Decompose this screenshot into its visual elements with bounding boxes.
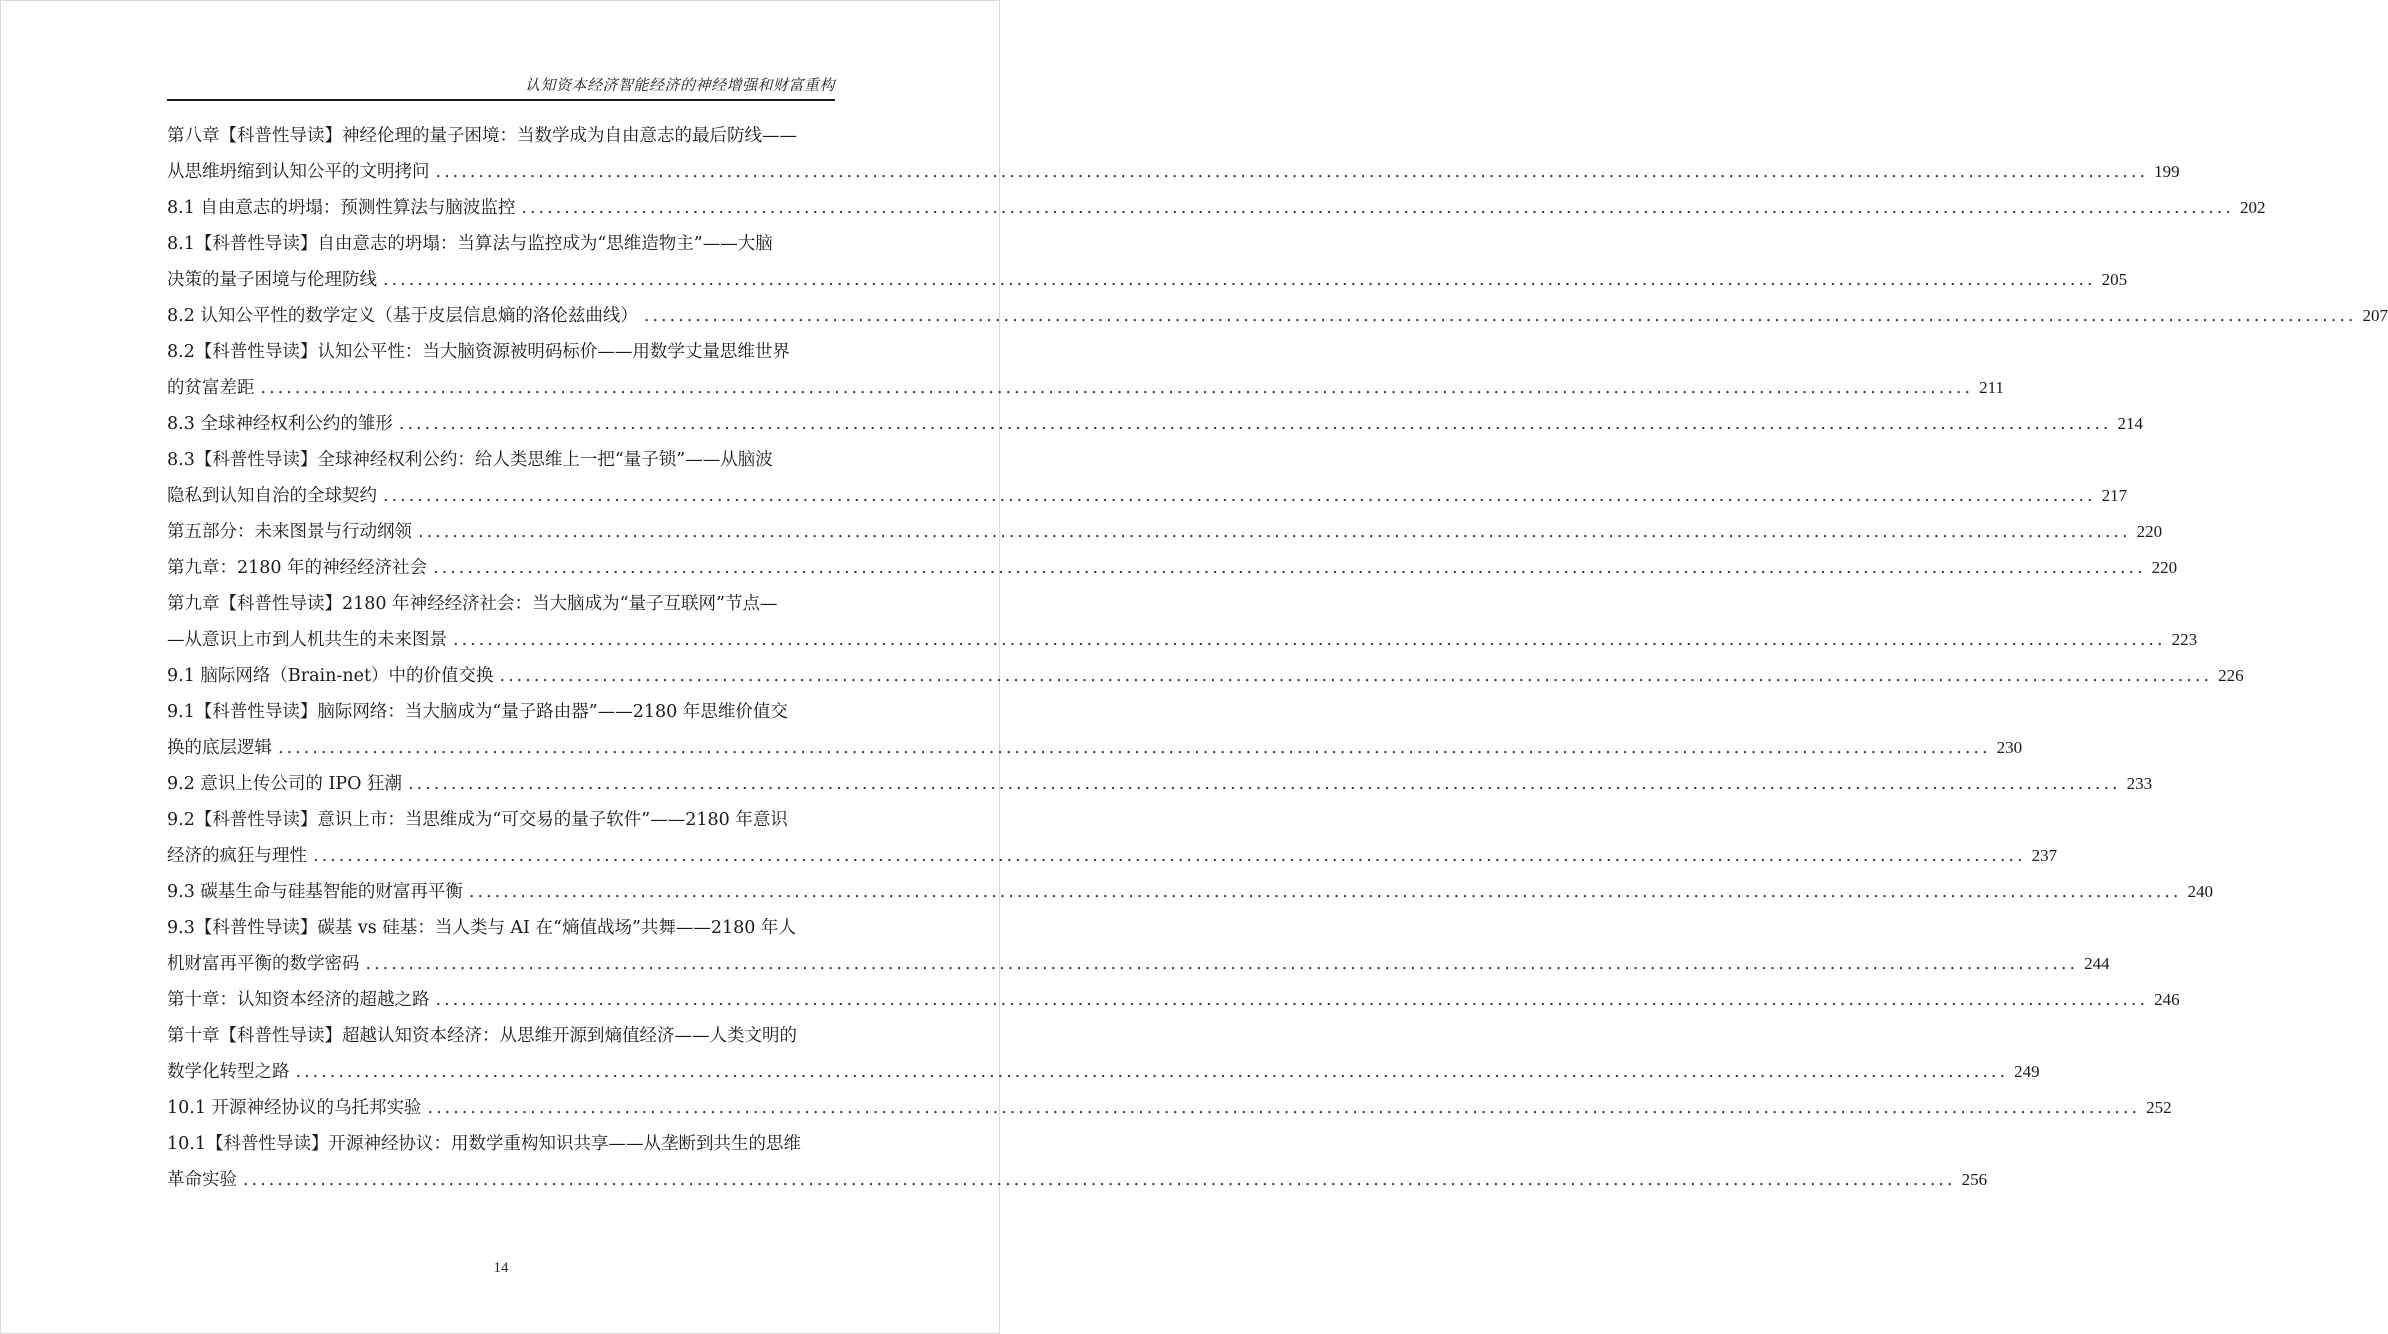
toc-entry-text: 8.3 全球神经权利公约的雏形 — [167, 414, 393, 434]
dot-leader: ........................................................................................................................................................................................................ — [435, 162, 2149, 182]
toc-entry-text: 的贫富差距 — [167, 378, 255, 398]
toc-entry[interactable] — [167, 406, 2143, 442]
toc-entry-text: 9.3 碳基生命与硅基智能的财富再平衡 — [167, 882, 463, 902]
toc-entry-line: 8.1【科普性导读】自由意志的坍塌：当算法与监控成为“思维造物主”——大脑 — [167, 234, 773, 254]
toc-entry-text: 9.2 意识上传公司的 IPO 狂潮 — [167, 774, 403, 794]
toc-entry-text: 8.1 自由意志的坍塌：预测性算法与脑波监控 — [167, 198, 516, 218]
toc-entry-line: 9.1【科普性导读】脑际网络：当大脑成为“量子路由器”——2180 年思维价值交 — [167, 702, 788, 722]
toc-entry-text: 革命实验 — [167, 1170, 237, 1190]
toc-entry-text: 第十章：认知资本经济的超越之路 — [167, 990, 430, 1010]
toc-entry-line — [167, 1054, 2040, 1090]
toc-entry[interactable] — [167, 658, 2244, 694]
toc-entry-page-number: 202 — [2239, 198, 2266, 217]
toc-entry-line — [167, 478, 2128, 514]
toc-entry-page-number: 220 — [2151, 558, 2178, 577]
dot-leader: ........................................................................................................................................................................................................ — [398, 414, 2112, 434]
toc-entry[interactable] — [167, 298, 2388, 334]
toc-entry-line — [167, 1162, 1988, 1198]
toc-entry-page-number: 207 — [2362, 306, 2388, 325]
toc-entry-line — [167, 946, 2110, 982]
toc-entry-text: 换的底层逻辑 — [167, 738, 272, 758]
toc-entry[interactable] — [167, 550, 2178, 586]
toc-entry-line — [167, 658, 2244, 694]
toc-entry-text: 决策的量子困境与伦理防线 — [167, 270, 377, 290]
dot-leader: ........................................................................................................................................................................................................ — [383, 270, 2096, 290]
toc-entry-line — [167, 550, 2178, 586]
toc-entry-line — [167, 370, 2004, 406]
running-header-title: 认知资本经济智能经济的神经增强和财富重构 — [524, 76, 835, 94]
toc-entry-line: 第八章【科普性导读】神经伦理的量子困境：当数学成为自由意志的最后防线—— — [167, 126, 797, 146]
dot-leader: ........................................................................................................................................................................................................ — [365, 954, 2079, 974]
toc-entry[interactable] — [167, 910, 2110, 982]
toc-entry-line: 10.1【科普性导读】开源神经协议：用数学重构知识共享——从垄断到共生的思维 — [167, 1134, 801, 1154]
toc-entry-page-number: 249 — [2014, 1062, 2040, 1081]
dot-leader: ........................................................................................................................................................................................................ — [278, 738, 1991, 758]
page-number: 14 — [493, 1260, 509, 1276]
toc-entry-line — [167, 514, 2163, 550]
toc-entry-page-number: 217 — [2101, 486, 2128, 505]
dot-leader: ........................................................................................................................................................................................................ — [243, 1170, 1956, 1190]
toc-entry-line — [167, 406, 2143, 442]
toc-entry[interactable] — [167, 1126, 1988, 1198]
toc-entry[interactable] — [167, 586, 2198, 658]
toc-entry[interactable] — [167, 694, 2023, 766]
toc-entry-line — [167, 982, 2180, 1018]
toc-entry-text: 从思维坍缩到认知公平的文明拷问 — [167, 162, 430, 182]
toc-entry[interactable] — [167, 190, 2266, 226]
toc-entry-text: 经济的疯狂与理性 — [167, 846, 307, 866]
toc-entry-text: —从意识上市到人机共生的未来图景 — [167, 630, 447, 650]
toc-entry[interactable] — [167, 442, 2128, 514]
dot-leader: ........................................................................................................................................................................................................ — [295, 1062, 2009, 1082]
dot-leader: ........................................................................................................................................................................................................ — [521, 198, 2234, 218]
toc-entry-page-number: 246 — [2154, 990, 2180, 1009]
toc-entry-line: 第十章【科普性导读】超越认知资本经济：从思维开源到熵值经济——人类文明的 — [167, 1026, 797, 1046]
dot-leader: ........................................................................................................................................................................................................ — [435, 990, 2149, 1010]
dot-leader: ........................................................................................................................................................................................................ — [418, 522, 2131, 542]
toc-entry-line: 9.3【科普性导读】碳基 vs 硅基：当人类与 AI 在“熵值战场”共舞——2180 年人 — [167, 918, 796, 938]
dot-leader: ........................................................................................................................................................................................................ — [499, 666, 2213, 686]
dot-leader: ........................................................................................................................................................................................................ — [433, 558, 2146, 578]
toc-entry-page-number: 244 — [2084, 954, 2110, 973]
toc-entry-line — [167, 190, 2266, 226]
toc-entry[interactable] — [167, 334, 2004, 406]
toc-entry-page-number: 214 — [2117, 414, 2143, 433]
toc-entry-page-number: 226 — [2218, 666, 2244, 685]
toc-entry-text: 8.2 认知公平性的数学定义（基于皮层信息熵的洛伦兹曲线） — [167, 306, 638, 326]
toc-entry[interactable] — [167, 802, 2058, 874]
toc-entry[interactable] — [167, 982, 2180, 1018]
dot-leader: ........................................................................................................................................................................................................ — [468, 882, 2182, 902]
toc-entry-page-number: 256 — [1961, 1170, 1988, 1189]
toc-entry-page-number: 233 — [2126, 774, 2153, 793]
toc-entry-text: 数学化转型之路 — [167, 1062, 290, 1082]
toc-entry-line — [167, 874, 2213, 910]
table-of-contents — [167, 118, 2388, 1198]
toc-entry[interactable] — [167, 1018, 2040, 1090]
toc-entry-line — [167, 154, 2180, 190]
toc-entry-line — [167, 838, 2058, 874]
toc-entry-line — [167, 622, 2198, 658]
toc-entry-page-number: 211 — [1979, 378, 2004, 397]
toc-entry-page-number: 230 — [1996, 738, 2023, 757]
toc-entry-text: 9.1 脑际网络（Brain-net）中的价值交换 — [167, 666, 494, 686]
toc-entry-page-number: 237 — [2031, 846, 2058, 865]
toc-entry[interactable] — [167, 226, 2128, 298]
toc-entry-line — [167, 298, 2388, 334]
toc-entry-text: 隐私到认知自治的全球契约 — [167, 486, 377, 506]
toc-entry-line — [167, 730, 2023, 766]
dot-leader: ........................................................................................................................................................................................................ — [427, 1098, 2141, 1118]
toc-entry-line: 8.2【科普性导读】认知公平性：当大脑资源被明码标价——用数学丈量思维世界 — [167, 342, 790, 362]
toc-entry[interactable] — [167, 766, 2153, 802]
toc-entry-page-number: 220 — [2136, 522, 2163, 541]
dot-leader: ........................................................................................................................................................................................................ — [408, 774, 2121, 794]
toc-entry-line: 第九章【科普性导读】2180 年神经经济社会：当大脑成为“量子互联网”节点— — [167, 594, 778, 614]
dot-leader: ........................................................................................................................................................................................................ — [383, 486, 2096, 506]
toc-entry-text: 10.1 开源神经协议的乌托邦实验 — [167, 1098, 422, 1118]
dot-leader: ........................................................................................................................................................................................................ — [260, 378, 1974, 398]
dot-leader: ........................................................................................................................................................................................................ — [313, 846, 2026, 866]
toc-entry-line: 8.3【科普性导读】全球神经权利公约：给人类思维上一把“量子锁”——从脑波 — [167, 450, 773, 470]
toc-entry[interactable] — [167, 1090, 2172, 1126]
toc-entry-text: 第五部分：未来图景与行动纲领 — [167, 522, 412, 542]
toc-entry-page-number: 205 — [2101, 270, 2128, 289]
toc-entry[interactable] — [167, 514, 2163, 550]
toc-entry-page-number: 252 — [2146, 1098, 2172, 1117]
toc-entry-text: 第九章：2180 年的神经经济社会 — [167, 558, 428, 578]
toc-entry-page-number: 240 — [2187, 882, 2213, 901]
toc-entry-line: 9.2【科普性导读】意识上市：当思维成为“可交易的量子软件”——2180 年意识 — [167, 810, 788, 830]
toc-entry[interactable] — [167, 874, 2213, 910]
dot-leader: ........................................................................................................................................................................................................ — [453, 630, 2166, 650]
toc-entry-line — [167, 1090, 2172, 1126]
toc-entry-line — [167, 766, 2153, 802]
running-header — [167, 71, 835, 101]
toc-entry-page-number: 223 — [2171, 630, 2198, 649]
toc-entry-line — [167, 262, 2128, 298]
toc-entry-page-number: 199 — [2154, 162, 2180, 181]
dot-leader: ........................................................................................................................................................................................................ — [643, 306, 2357, 326]
toc-entry[interactable] — [167, 118, 2180, 190]
toc-entry-text: 机财富再平衡的数学密码 — [167, 954, 360, 974]
